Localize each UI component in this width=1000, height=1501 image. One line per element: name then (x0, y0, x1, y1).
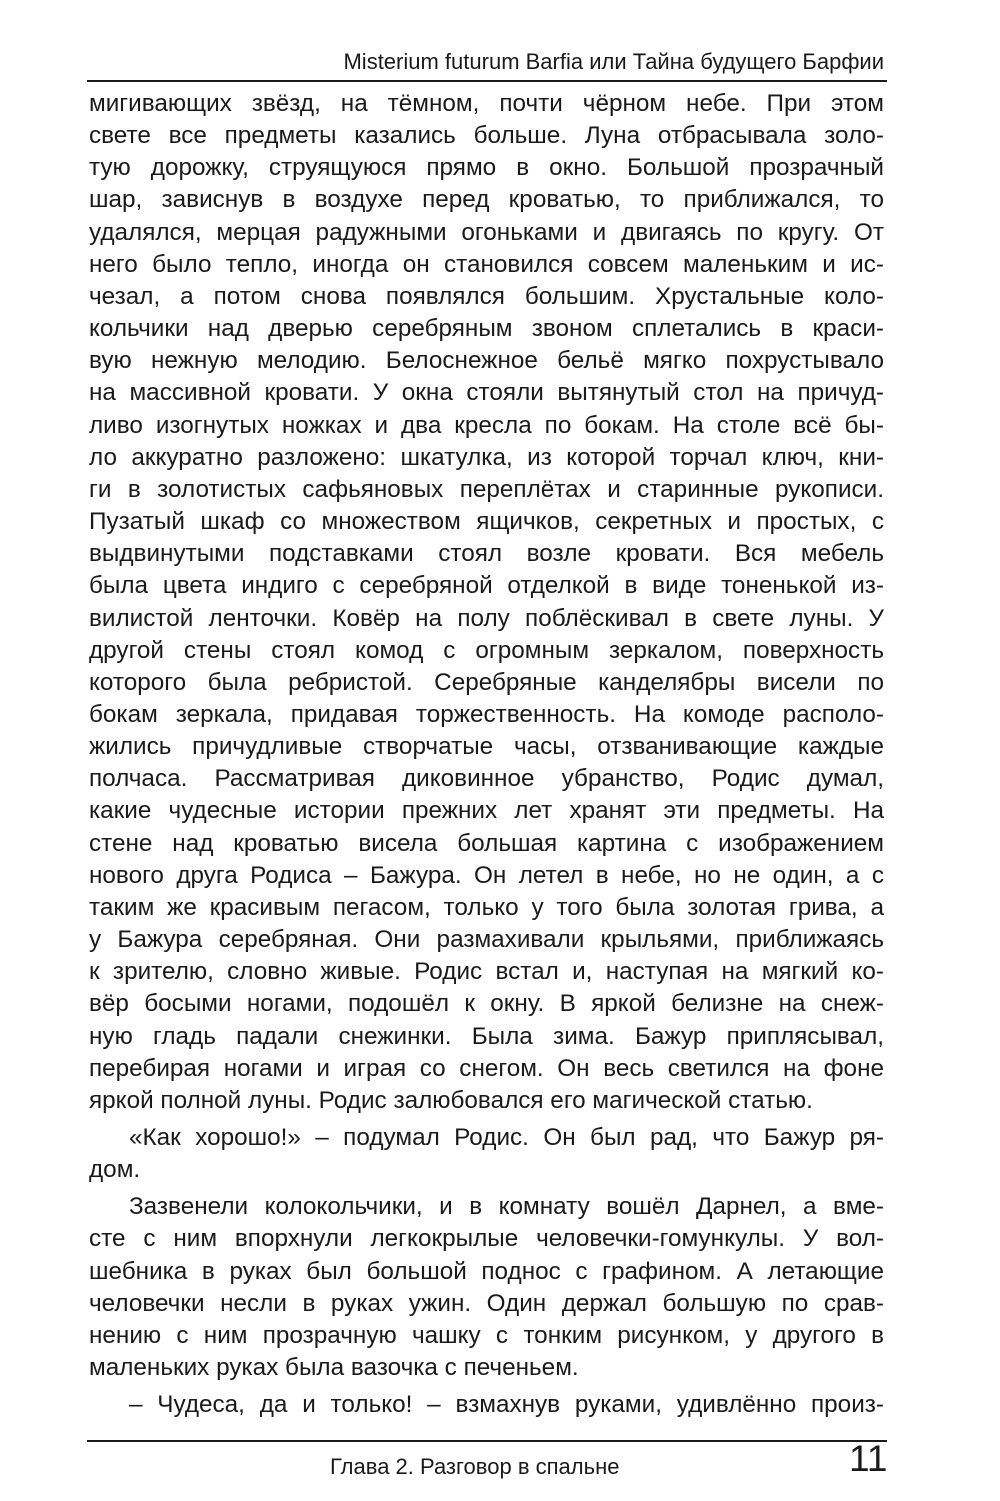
page-body (89, 88, 884, 1421)
text-line: чезал, а потом снова появлялся большим. Хрустальные коло- (89, 282, 884, 310)
text-line: другой стены стоял комод с огромным зеркалом, поверхность (89, 636, 884, 664)
text-line: человечки несли в руках ужин. Один держал большую по срав- (89, 1289, 884, 1317)
text-line: к зрителю, словно живые. Родис встал и, наступая на мягкий ко- (89, 958, 884, 986)
text-line: – Чудеса, да и только! – взмахнув руками, удивлённо произ- (129, 1391, 884, 1419)
text-line: кольчики над дверью серебряным звоном сплетались в краси- (89, 315, 884, 343)
text-line: ги в золотистых сафьяновых переплётах и старинные рукописи. (89, 475, 884, 503)
text-line: таким же красивым пегасом, только у того была золотая грива, а (89, 893, 884, 921)
text-line: шар, зависнув в воздухе перед кроватью, то приближался, то (89, 186, 884, 214)
text-line: мигивающих звёзд, на тёмном, почти чёрном небе. При этом (89, 90, 884, 117)
text-line: удалялся, мерцая радужными огоньками и двигаясь по кругу. От (89, 218, 884, 246)
text-line: была цвета индиго с серебряной отделкой в виде тоненькой из- (89, 572, 884, 600)
text-line: дом. (89, 1156, 141, 1184)
footer-rule (87, 1440, 887, 1442)
text-line: вёр босыми ногами, подошёл к окну. В яркой белизне на снеж- (89, 990, 884, 1018)
text-line: перебирая ногами и играя со снегом. Он весь светился на фоне (89, 1054, 884, 1082)
text-line: маленьких руках была вазочка с печеньем. (89, 1354, 579, 1382)
text-line: Пузатый шкаф со множеством ящичков, секретных и простых, с (89, 508, 884, 536)
text-line: Зазвенели колокольчики, и в комнату вошёл Дарнел, а вме- (129, 1193, 884, 1221)
text-line: полчаса. Рассматривая диковинное убранство, Родис думал, (89, 765, 884, 793)
text-line: у Бажура серебряная. Они размахивали крыльями, приближаясь (89, 926, 884, 954)
text-line: ло аккуратно разложено: шкатулка, из которой торчал ключ, кни- (89, 443, 884, 471)
text-line: которого была ребристой. Серебряные канделябры висели по (89, 668, 884, 696)
text-line: на массивной кровати. У окна стояли вытянутый стол на причуд- (89, 379, 884, 407)
text-line: нового друга Родиса – Бажура. Он летел в небе, но не один, а с (89, 861, 884, 889)
text-line: шебника в руках был большой поднос с графином. А летающие (89, 1257, 884, 1285)
text-line: сте с ним впорхнули легкокрылые человечки-гомункулы. У вол- (89, 1225, 884, 1253)
text-line: ную гладь падали снежинки. Была зима. Бажур приплясывал, (89, 1022, 884, 1050)
text-line: яркой полной луны. Родис залюбовался его магической статью. (89, 1086, 813, 1114)
text-line: нению с ним прозрачную чашку с тонким рисунком, у другого в (89, 1321, 884, 1349)
chapter-footer-title: Глава 2. Разговор в спальне (330, 1454, 620, 1479)
text-line: ливо изогнутых ножках и два кресла по бокам. На столе всё бы- (89, 411, 884, 439)
text-line: жились причудливые створчатые часы, отзванивающие каждые (89, 733, 884, 761)
text-line: какие чудесные истории прежних лет хранят эти предметы. На (89, 797, 884, 825)
running-head-title: Misterium futurum Barfia или Тайна будущего Барфии (343, 49, 884, 74)
text-line: стене над кроватью висела большая картина с изображением (89, 829, 884, 857)
text-line: него было тепло, иногда он становился совсем маленьким и ис- (89, 250, 884, 278)
text-line: вую нежную мелодию. Белоснежное бельё мягко похрустывало (89, 347, 884, 375)
text-line: выдвинутыми подставками стоял возле кровати. Вся мебель (89, 540, 884, 568)
page-number: 11 (849, 1438, 888, 1479)
text-line: вилистой ленточки. Ковёр на полу поблёскивал в свете луны. У (89, 604, 884, 632)
text-line: бокам зеркала, придавая торжественность. На комоде располо- (89, 700, 884, 728)
text-line: свете все предметы казались больше. Луна отбрасывала золо- (89, 122, 884, 150)
text-line: тую дорожку, струящуюся прямо в окно. Большой прозрачный (89, 154, 884, 182)
header-rule (87, 80, 887, 82)
text-line: «Как хорошо!» – подумал Родис. Он был рад, что Бажур ря- (129, 1124, 884, 1151)
